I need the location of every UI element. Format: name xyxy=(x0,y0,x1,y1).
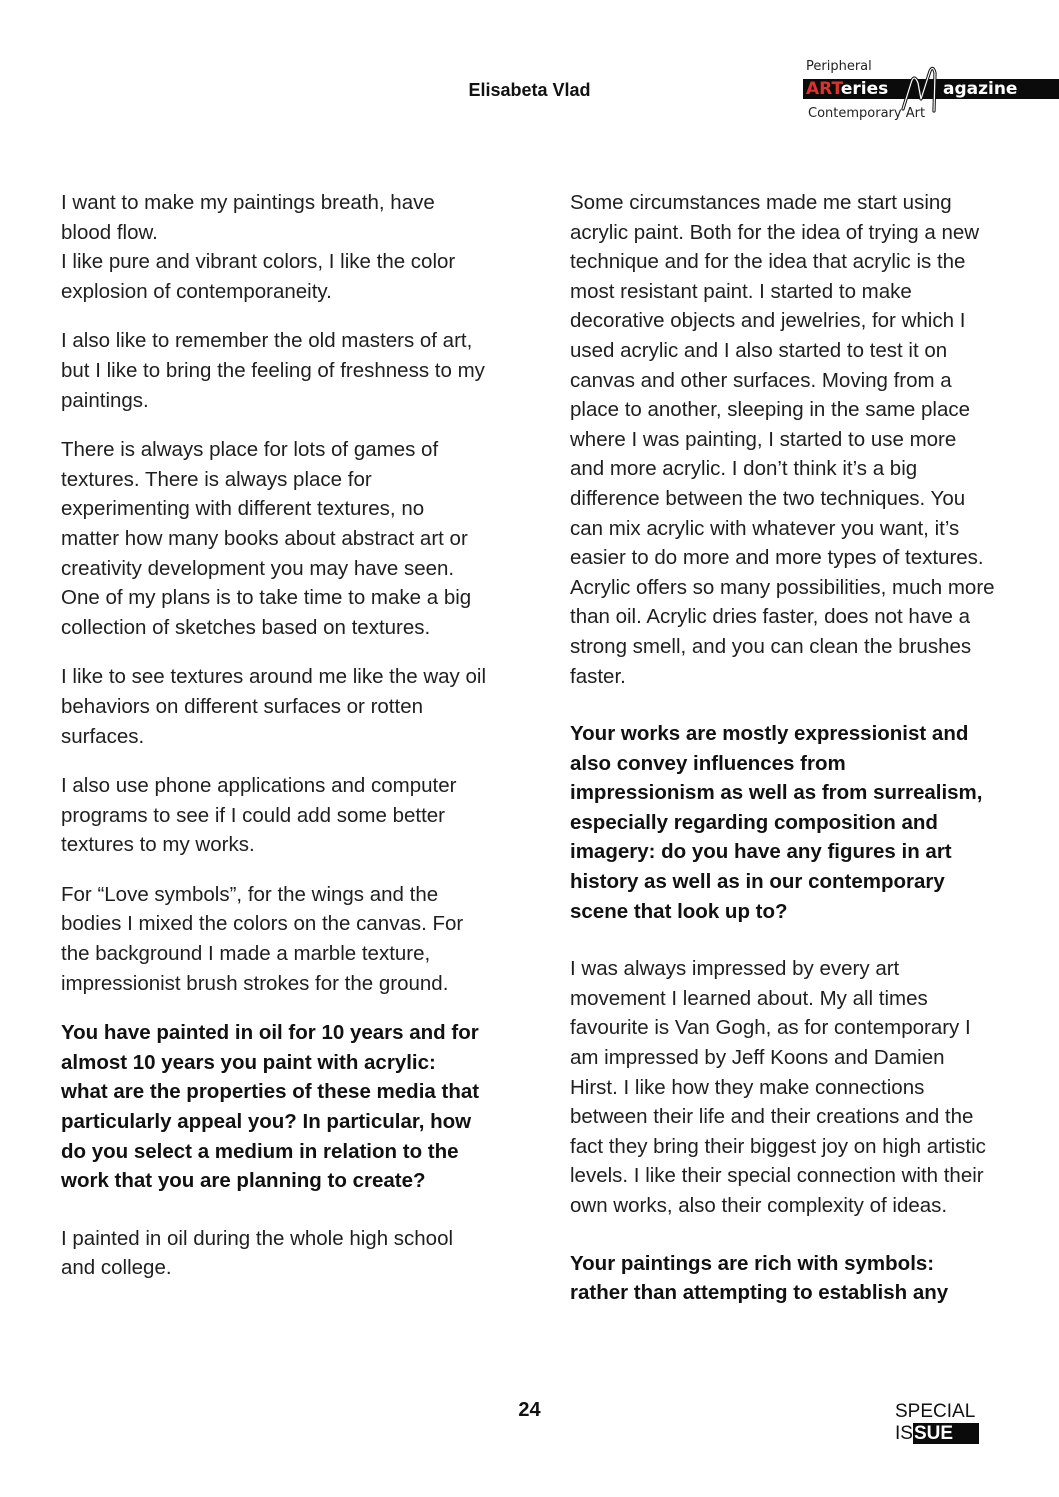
left-column xyxy=(61,188,486,1303)
author-name: Elisabeta Vlad xyxy=(468,80,591,100)
page-number: 24 xyxy=(518,1399,541,1421)
issue-label xyxy=(895,1401,1059,1445)
paragraph: I also like to remember the old masters of art, but I like to bring the feeling of freshness to my paintings. xyxy=(61,329,485,412)
logo-top-line: Peripheral xyxy=(806,59,872,74)
paragraph xyxy=(61,188,486,306)
paragraph: For “Love symbols”, for the wings and the bodies I mixed the colors on the canvas. For the background I made a marble texture, impressionist brush strokes for the ground. xyxy=(61,882,464,995)
interview-question: Your works are mostly expressionist and also convey influences from impressionism as well as from surrealism, especially regarding composition and imagery: do you have any figures in art history as well as in our contemporary scene that look up to? xyxy=(570,722,983,923)
logo-bar xyxy=(803,79,1059,99)
logo-art-red: ART xyxy=(806,79,841,99)
interview-question: You have painted in oil for 10 years and for almost 10 years you paint with acrylic: what are the properties of these media that particularly appeal you? In particular, how do you select a medium in relation to the work that you are planning to create? xyxy=(61,1021,480,1193)
paragraph-line: I like pure and vibrant colors, I like the color explosion of contemporaneity. xyxy=(61,250,456,303)
paragraph: Some circumstances made me start using acrylic paint. Both for the idea of trying a new technique and for the idea that acrylic is the most resistant paint. I started to make decorative objects and jewelries, for which I used acrylic and I also started to test it on canvas and other surfaces. Moving from a place to another, sleeping in the same place where I was painting, I started to use more and more acrylic. I don’t think it’s a big difference between the two techniques. You can mix acrylic with whatever you want, it’s easier to do more and more types of textures. Acrylic offers so many possibilities, much more than oil. Acrylic dries faster, does not have a strong smell, and you can clean the brushes faster. xyxy=(570,191,995,688)
issue-label-start: SPECIAL IS xyxy=(895,1401,975,1444)
paragraph: I was always impressed by every art movement I learned about. My all times favourite is Van Gogh, as for contemporary I am impressed by Jeff Koons and Damien Hirst. I like how they make connections between their life and their creations and the fact they bring their biggest joy on high artistic levels. I like their special connection with their own works, also their complexity of ideas. xyxy=(570,957,986,1217)
logo-art-rest: eries xyxy=(840,79,889,99)
logo-arteries xyxy=(806,79,888,99)
right-column xyxy=(570,188,995,1336)
paragraph: I also use phone applications and computer programs to see if I could add some better textures to my works. xyxy=(61,774,457,857)
paragraph: I like to see textures around me like the way oil behaviors on different surfaces or rotten surfaces. xyxy=(61,665,487,748)
logo-magazine: agazine xyxy=(943,79,1018,99)
paragraph: There is always place for lots of games of textures. There is always place for experimenting with different textures, no matter how many books about abstract art or creativity development you may have seen. One of my plans is to take time to make a big collection of sketches based on textures. xyxy=(61,438,472,639)
magazine-logo xyxy=(803,58,1059,128)
paragraph-line: I want to make my paintings breath, have blood flow. xyxy=(61,191,435,244)
paragraph: I painted in oil during the whole high school and college. xyxy=(61,1226,454,1280)
interview-question: Your paintings are rich with symbols: rather than attempting to establish any xyxy=(570,1251,949,1305)
logo-bottom-line: Contemporary Art xyxy=(808,106,926,121)
issue-label-end: SUE xyxy=(913,1423,979,1444)
